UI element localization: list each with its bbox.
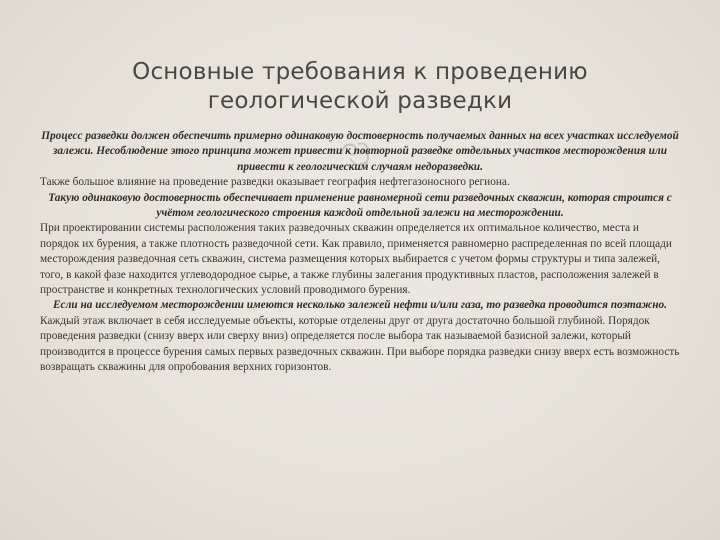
title-line-2: геологической разведки bbox=[207, 88, 513, 114]
title-line-1: Основные требования к проведению bbox=[132, 59, 588, 85]
slide-body bbox=[40, 129, 680, 376]
paragraph-4: При проектировании системы расположения таких разведочных скважин определяется их оптимальное количество, места и порядок их бурения, а также плотность разведочной сети. Как правило, применяется равномерно распределенная по всей площади месторождения разведочная сеть скважин, система размещения которых выбирается с учетом формы структуры и типа залежей, того, в какой фазе находится углеводородное сырье, а также глубины залегания продуктивных пластов, расположения залежей в пространстве и конкретных технологических условий проводимого бурения. bbox=[40, 222, 672, 297]
paragraph-5: Если на исследуемом месторождении имеются несколько залежей нефти и/или газа, то разведка проводится поэтажно. bbox=[53, 299, 667, 312]
slide-title bbox=[60, 58, 660, 116]
paragraph-2: Также большое влияние на проведение разведки оказывает география нефтегазоносного региона. bbox=[40, 176, 510, 189]
paragraph-3: Такую одинаковую достоверность обеспечивает применение равномерной сети разведочных скважин, которая строится с учётом геологического строения каждой отдельной залежи на месторождении. bbox=[48, 191, 672, 220]
paragraph-6: Каждый этаж включает в себя исследуемые объекты, которые отделены друг от друга достаточно большой глубиной. Порядок проведения разведки (снизу вверх или сверху вниз) определяется после выбора так называемой базисной залежи, который производится в процессе бурения самых первых разведочных скважин. При выборе порядка разведки снизу вверх есть возможность возвращать скважины для опробования верхних горизонтов. bbox=[40, 314, 680, 374]
paragraph-1: Процесс разведки должен обеспечить примерно одинаковую достоверность получаемых данных на всех участках исследуемой залежи. Несоблюдение этого принципа может привести к повторной разведке отдельных участков месторождения или привести к геологическим случаям недоразведки. bbox=[41, 130, 679, 173]
